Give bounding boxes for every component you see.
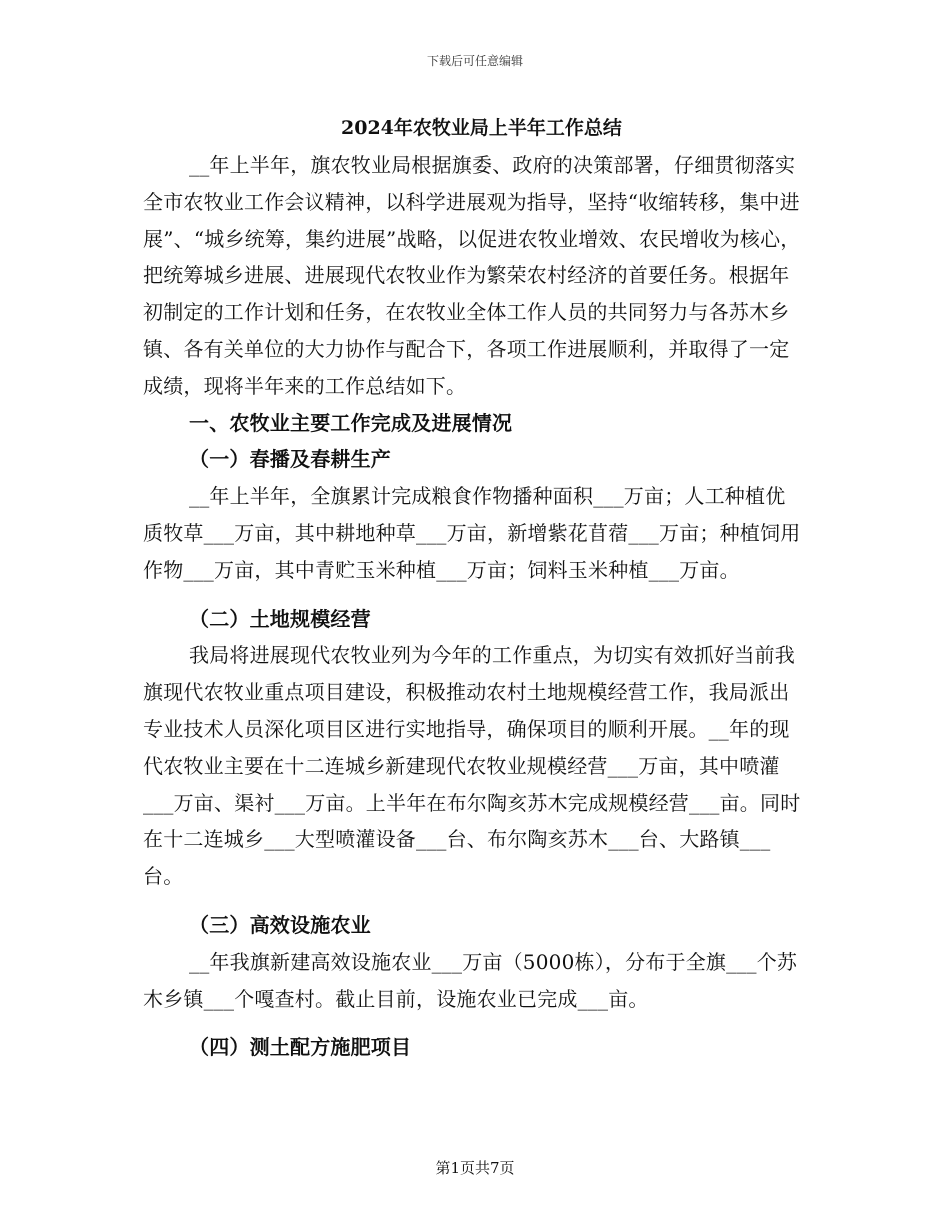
facility-agriculture-paragraph: __年我旗新建高效设施农业___万亩（5000栋），分布于全旗___个苏木乡镇___个嘎查村。截止目前，设施农业已完成___亩。 — [143, 949, 798, 1011]
page-header-note: 下载后可任意编辑 — [426, 54, 523, 68]
paragraph-gap — [143, 895, 805, 907]
subsection-heading-facility-agriculture: （三）高效设施农业 — [189, 912, 371, 937]
subsection-heading-land-scale: （二）土地规模经营 — [189, 606, 371, 631]
document-body — [143, 109, 805, 1066]
spring-planting-paragraph: __年上半年，全旗累计完成粮食作物播种面积___万亩；人工种植优质牧草___万亩，其中耕地种草___万亩，新增紫花苜蓿___万亩；种植饲用作物___万亩，其中青贮玉米种植___万亩；饲料玉米种植___万亩。 — [143, 484, 801, 582]
subsection-heading-soil-testing: （四）测土配方施肥项目 — [189, 1035, 412, 1060]
land-scale-paragraph: 我局将进展现代农牧业列为今年的工作重点，为切实有效抓好当前我旗现代农牧业重点项目建设，积极推动农村土地规模经营工作，我局派出专业技术人员深化项目区进行实地指导，确保项目的顺利开展。__年的现代农牧业主要在十二连城乡新建现代农牧业规模经营___万亩，其中喷灌___万亩、渠衬___万亩。上半年在布尔陶亥苏木完成规模经营___亩。同时在十二连城乡___大型喷灌设备___台、布尔陶亥苏木___台、大路镇___台。 — [143, 643, 801, 889]
section-heading-1: 一、农牧业主要工作完成及进展情况 — [189, 410, 513, 435]
intro-paragraph: __年上半年，旗农牧业局根据旗委、政府的决策部署，仔细贯彻落实全市农牧业工作会议精神，以科学进展观为指导，坚持“收缩转移，集中进展”、“城乡统筹，集约进展”战略，以促进农牧业增效、农民增收为核心，把统筹城乡进展、进展现代农牧业作为繁荣农村经济的首要任务。根据年初制定的工作计划和任务，在农牧业全体工作人员的共同努力与各苏木乡镇、各有关单位的大力协作与配合下，各项工作进展顺利，并取得了一定成绩，现将半年来的工作总结如下。 — [143, 153, 801, 398]
paragraph-gap — [143, 1017, 805, 1029]
page-number: 第1页共7页 — [435, 1159, 515, 1177]
document-title: 2024年农牧业局上半年工作总结 — [341, 117, 622, 139]
subsection-heading-spring-planting: （一）春播及春耕生产 — [189, 447, 391, 472]
paragraph-gap — [143, 589, 805, 601]
